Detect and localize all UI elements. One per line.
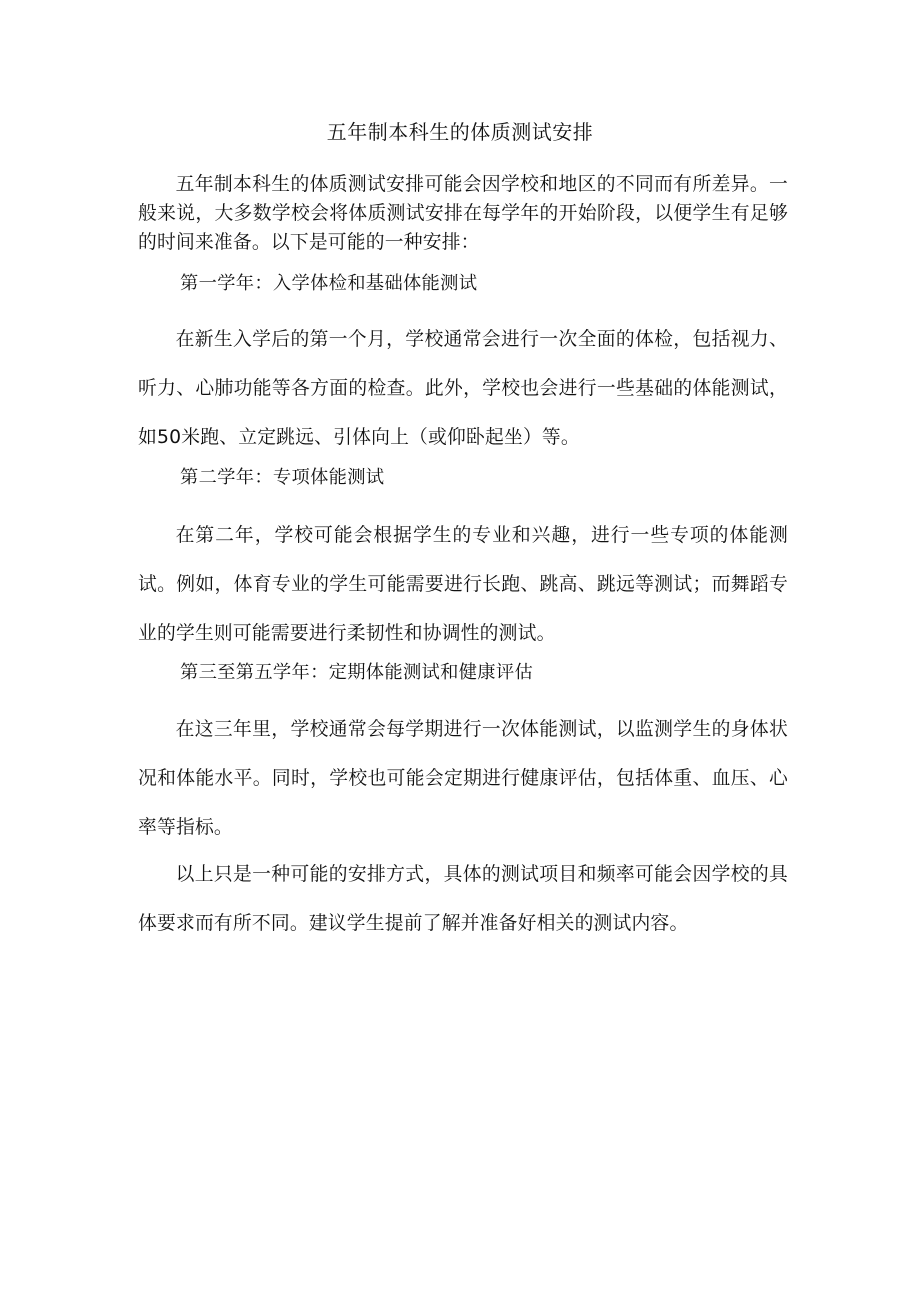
section-body-year-1: 在新生入学后的第一个月，学校通常会进行一次全面的体检，包括视力、听力、心肺功能等各方面的检查。此外，学校也会进行一些基础的体能测试，如50米跑、立定跳远、引体向上（或仰卧起坐）等。 (138, 329, 788, 448)
document-title: 五年制本科生的体质测试安排 (326, 120, 594, 144)
section-body-year-2: 在第二年，学校可能会根据学生的专业和兴趣，进行一些专项的体能测试。例如，体育专业的学生可能需要进行长跑、跳高、跳远等测试；而舞蹈专业的学生则可能需要进行柔韧性和协调性的测试。 (138, 525, 788, 644)
intro-paragraph: 五年制本科生的体质测试安排可能会因学校和地区的不同而有所差异。一般来说，大多数学校会将体质测试安排在每学年的开始阶段，以便学生有足够的时间来准备。以下是可能的一种安排： (138, 174, 788, 253)
section-heading-year-3-5: 第三至第五学年：定期体能测试和健康评估 (180, 662, 534, 683)
section-heading-year-1: 第一学年：入学体检和基础体能测试 (180, 273, 478, 294)
section-body-year-3-5: 在这三年里，学校通常会每学期进行一次体能测试，以监测学生的身体状况和体能水平。同时，学校也可能会定期进行健康评估，包括体重、血压、心率等指标。 (138, 719, 788, 838)
conclusion-paragraph: 以上只是一种可能的安排方式，具体的测试项目和频率可能会因学校的具体要求而有所不同。建议学生提前了解并准备好相关的测试内容。 (138, 864, 788, 934)
section-heading-year-2: 第二学年：专项体能测试 (180, 467, 385, 488)
